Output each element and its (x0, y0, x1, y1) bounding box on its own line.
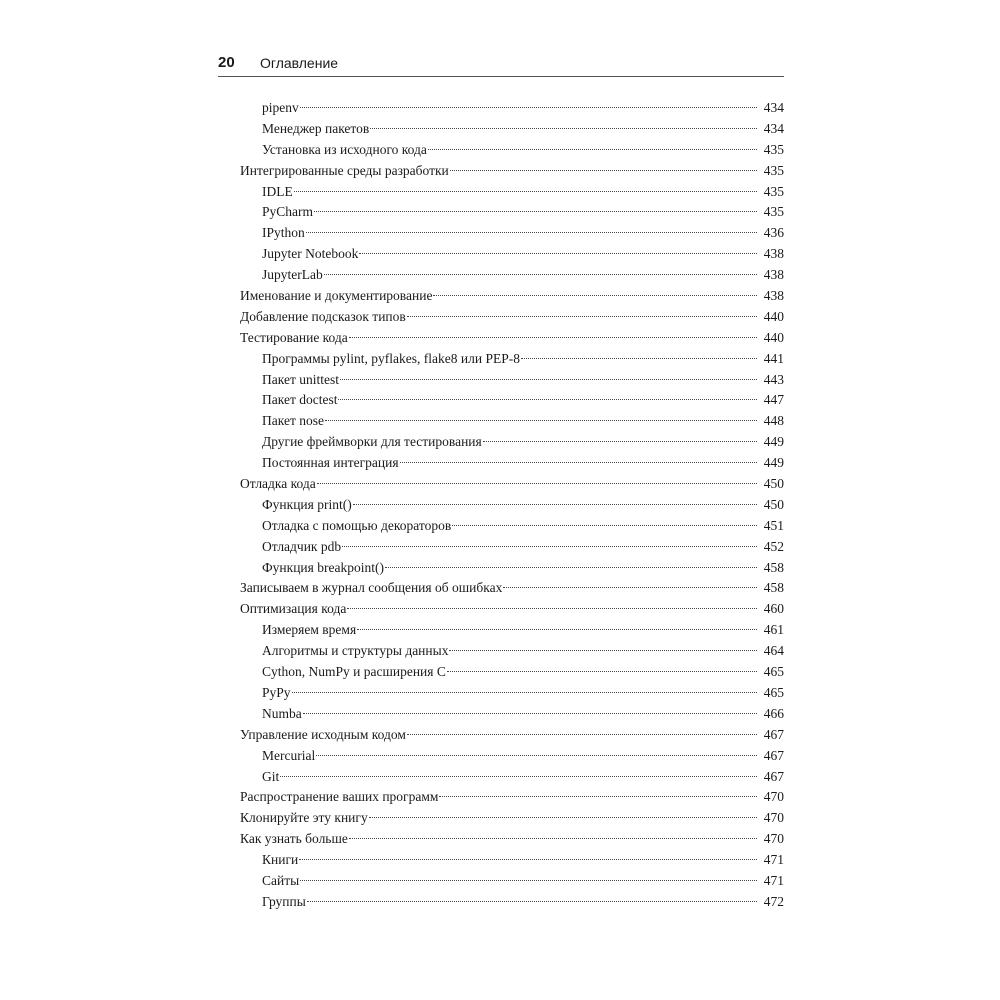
toc-subsection-entry (240, 432, 784, 453)
toc-subsection-entry (240, 453, 784, 474)
toc-section-entry (240, 808, 784, 829)
toc-entry-page-number: 440 (763, 308, 784, 324)
dot-leader (407, 734, 757, 735)
toc-section-entry (240, 787, 784, 808)
dot-leader (407, 316, 757, 317)
toc-entry-title: Отладка кода (240, 476, 316, 492)
toc-entry-page-number: 435 (763, 204, 784, 220)
toc-entry-page-number: 440 (763, 329, 784, 345)
toc-entry-page-number: 467 (763, 747, 784, 763)
toc-subsection-entry (240, 119, 784, 140)
toc-subsection-entry (240, 537, 784, 558)
toc-section-entry (240, 161, 784, 182)
toc-entry-page-number: 435 (763, 141, 784, 157)
toc-entry-page-number: 472 (763, 893, 784, 909)
running-header-title: Оглавление (260, 55, 339, 71)
toc-entry-page-number: 471 (763, 852, 784, 868)
toc-subsection-entry (240, 265, 784, 286)
toc-section-entry (240, 307, 784, 328)
toc-entry-page-number: 467 (763, 726, 784, 742)
toc-entry-page-number: 434 (763, 120, 784, 136)
toc-entry-title: PyPy (262, 684, 291, 700)
toc-section-entry (240, 599, 784, 620)
dot-leader (483, 441, 757, 442)
page-number: 20 (218, 54, 235, 71)
toc-entry-page-number: 448 (763, 413, 784, 429)
dot-leader (317, 483, 757, 484)
table-of-contents (240, 98, 784, 913)
toc-entry-title: Функция breakpoint() (262, 559, 384, 575)
dot-leader (400, 462, 757, 463)
toc-entry-title: Тестирование кода (240, 329, 348, 345)
toc-entry-page-number: 458 (763, 580, 784, 596)
toc-entry-title: Клонируйте эту книгу (240, 810, 368, 826)
toc-entry-title: Алгоритмы и структуры данных (262, 643, 449, 659)
dot-leader (353, 504, 757, 505)
toc-entry-page-number: 441 (763, 350, 784, 366)
toc-entry-title: Измеряем время (262, 622, 357, 638)
toc-entry-title: Пакет unittest (262, 371, 339, 387)
toc-entry-page-number: 438 (763, 246, 784, 262)
toc-entry-page-number: 438 (763, 288, 784, 304)
toc-section-entry (240, 328, 784, 349)
toc-entry-title: Записываем в журнал сообщения об ошибках (240, 580, 503, 596)
toc-entry-title: Именование и документирование (240, 288, 433, 304)
toc-subsection-entry (240, 411, 784, 432)
dot-leader (299, 859, 757, 860)
toc-entry-page-number: 465 (763, 664, 784, 680)
toc-entry-title: Программы pylint, pyflakes, flake8 или PEP-8 (262, 350, 520, 366)
dot-leader (449, 650, 757, 651)
toc-entry-page-number: 452 (763, 538, 784, 554)
toc-entry-page-number: 434 (763, 100, 784, 115)
toc-entry-title: Другие фреймворки для тестирования (262, 434, 482, 450)
toc-entry-title: Отладчик pdb (262, 538, 342, 554)
toc-entry-title: Git (262, 768, 280, 784)
toc-section-entry (240, 725, 784, 746)
dot-leader (314, 211, 757, 212)
dot-leader (294, 191, 757, 192)
dot-leader (306, 232, 757, 233)
toc-entry-page-number: 449 (763, 434, 784, 450)
toc-entry-page-number: 443 (763, 371, 784, 387)
toc-entry-title: Оптимизация кода (240, 601, 347, 617)
dot-leader (347, 608, 757, 609)
toc-entry-title: Интегрированные среды разработки (240, 162, 449, 178)
page-header (218, 52, 784, 76)
toc-entry-title: Пакет doctest (262, 392, 338, 408)
toc-entry-page-number: 471 (763, 872, 784, 888)
dot-leader (385, 567, 757, 568)
toc-entry-page-number: 447 (763, 392, 784, 408)
toc-entry-title: Пакет nose (262, 413, 324, 429)
toc-subsection-entry (240, 850, 784, 871)
dot-leader (342, 546, 757, 547)
dot-leader (338, 399, 757, 400)
toc-entry-page-number: 470 (763, 810, 784, 826)
toc-entry-title: JupyterLab (262, 267, 323, 283)
toc-entry-title: Распространение ваших программ (240, 789, 439, 805)
toc-subsection-entry (240, 370, 784, 391)
toc-entry-title: Управление исходным кодом (240, 726, 406, 742)
toc-subsection-entry (240, 516, 784, 537)
toc-entry-title: IDLE (262, 183, 293, 199)
dot-leader (325, 420, 757, 421)
toc-entry-page-number: 436 (763, 225, 784, 241)
toc-entry-title: Отладка с помощью декораторов (262, 517, 452, 533)
toc-entry-title: Книги (262, 852, 299, 868)
toc-subsection-entry (240, 641, 784, 662)
toc-subsection-entry (240, 140, 784, 161)
toc-entry-title: Numba (262, 705, 302, 721)
toc-entry-page-number: 460 (763, 601, 784, 617)
toc-entry-title: Сайты (262, 872, 300, 888)
toc-entry-title: Функция print() (262, 496, 352, 512)
toc-subsection-entry (240, 871, 784, 892)
toc-entry-page-number: 435 (763, 162, 784, 178)
toc-entry-page-number: 466 (763, 705, 784, 721)
toc-section-entry (240, 474, 784, 495)
toc-entry-page-number: 458 (763, 559, 784, 575)
toc-subsection-entry (240, 558, 784, 579)
dot-leader (292, 692, 757, 693)
toc-entry-title: Cython, NumPy и расширения C (262, 664, 446, 680)
dot-leader (503, 587, 757, 588)
dot-leader (300, 880, 757, 881)
toc-entry-page-number: 449 (763, 455, 784, 471)
dot-leader (370, 128, 757, 129)
toc-subsection-entry (240, 98, 784, 119)
dot-leader (369, 817, 757, 818)
toc-entry-page-number: 451 (763, 517, 784, 533)
dot-leader (340, 379, 757, 380)
dot-leader (521, 358, 757, 359)
toc-subsection-entry (240, 390, 784, 411)
toc-entry-page-number: 470 (763, 789, 784, 805)
dot-leader (303, 713, 757, 714)
toc-entry-title: PyCharm (262, 204, 314, 220)
toc-entry-title: Добавление подсказок типов (240, 308, 406, 324)
toc-entry-title: Постоянная интеграция (262, 455, 399, 471)
toc-entry-page-number: 435 (763, 183, 784, 199)
toc-section-entry (240, 578, 784, 599)
toc-entry-page-number: 467 (763, 768, 784, 784)
toc-entry-page-number: 464 (763, 643, 784, 659)
toc-entry-title: Менеджер пакетов (262, 120, 370, 136)
toc-entry-title: Как узнать больше (240, 831, 348, 847)
dot-leader (307, 901, 757, 902)
toc-subsection-entry (240, 767, 784, 788)
toc-subsection-entry (240, 662, 784, 683)
dot-leader (324, 274, 757, 275)
toc-subsection-entry (240, 746, 784, 767)
dot-leader (349, 337, 757, 338)
dot-leader (357, 629, 757, 630)
dot-leader (433, 295, 757, 296)
dot-leader (439, 796, 757, 797)
dot-leader (359, 253, 757, 254)
dot-leader (452, 525, 757, 526)
toc-entry-title: Mercurial (262, 747, 316, 763)
dot-leader (428, 149, 757, 150)
toc-subsection-entry (240, 202, 784, 223)
dot-leader (300, 107, 757, 108)
toc-entry-page-number: 470 (763, 831, 784, 847)
toc-subsection-entry (240, 182, 784, 203)
toc-subsection-entry (240, 620, 784, 641)
dot-leader (316, 755, 757, 756)
dot-leader (349, 838, 757, 839)
toc-entry-page-number: 461 (763, 622, 784, 638)
toc-entry-page-number: 450 (763, 476, 784, 492)
toc-subsection-entry (240, 495, 784, 516)
dot-leader (450, 170, 757, 171)
toc-entry-title: Группы (262, 893, 306, 909)
header-rule (218, 76, 784, 77)
dot-leader (447, 671, 757, 672)
toc-entry-title: pipenv (262, 100, 299, 115)
toc-entry-page-number: 450 (763, 496, 784, 512)
toc-entry-page-number: 465 (763, 684, 784, 700)
toc-subsection-entry (240, 349, 784, 370)
toc-subsection-entry (240, 244, 784, 265)
toc-subsection-entry (240, 223, 784, 244)
toc-section-entry (240, 829, 784, 850)
toc-section-entry (240, 286, 784, 307)
toc-entry-page-number: 438 (763, 267, 784, 283)
toc-subsection-entry (240, 683, 784, 704)
toc-entry-title: IPython (262, 225, 305, 241)
toc-subsection-entry (240, 704, 784, 725)
toc-subsection-entry (240, 892, 784, 913)
dot-leader (280, 776, 757, 777)
toc-entry-title: Установка из исходного кода (262, 141, 427, 157)
toc-entry-title: Jupyter Notebook (262, 246, 359, 262)
